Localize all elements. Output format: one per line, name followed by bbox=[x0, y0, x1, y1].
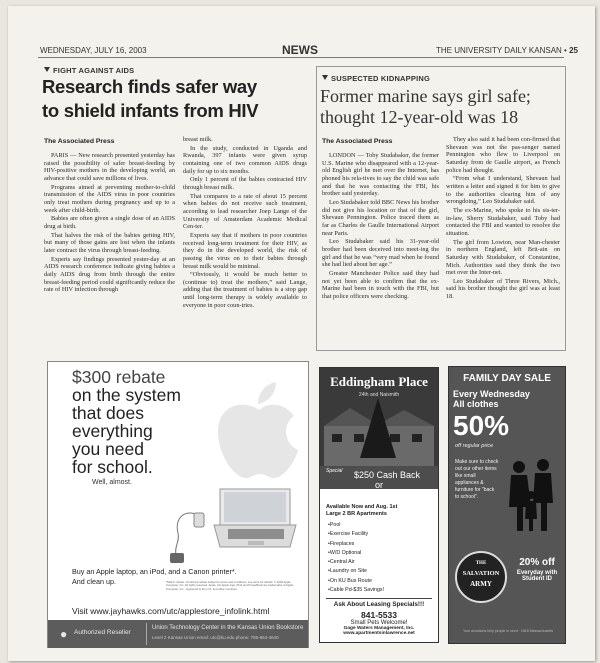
article2-byline: The Associated Press bbox=[322, 138, 393, 145]
article1-headline: Research finds safer way to shield infants from HIV bbox=[42, 76, 259, 121]
paragraph: Leo Studabaker of Three Rivers, Mich., said his brother thought the girl was at least 18. bbox=[446, 277, 560, 301]
sale-details: Every Wednesday All clothes bbox=[453, 389, 530, 409]
paragraph: Only 1 percent of the babies contracted HIV through breast milk. bbox=[183, 176, 307, 191]
amenity-item: •W/D Optional bbox=[328, 549, 362, 556]
back-to-school-note: Make sure to check out our other items like small appliances & furniture for "back to school". bbox=[455, 459, 499, 500]
paragraph: breast milk. bbox=[183, 136, 213, 143]
amenity-item: •Pool bbox=[328, 522, 341, 528]
paragraph: Programs aimed at preventing mother-to-child transmission of the AIDS virus in poor countries only treat mothers during pregnancy and up to a week after child-birth. bbox=[44, 183, 175, 214]
leasing-contact: Ask About Leasing Specials!!! 841-5533 Small Pets Welcome! Gage Waters Management, Inc. www.apartmentsinlawrence.net bbox=[320, 601, 438, 636]
family-day-sale-advertisement[interactable] bbox=[448, 366, 566, 644]
paragraph: Experts say that if mothers in poor countries received long-term treatment for their HIV, as they do in the developed world, the risk of passing the virus on to their babies through breast milk would be minimal. bbox=[183, 231, 307, 270]
bullet-icon: • bbox=[328, 531, 330, 538]
eddingham-address: 24th and Naismith bbox=[358, 392, 400, 398]
apple-ad-fine-print: *Mail-in rebate. Combined rebate subject to terms and conditions; see store for details. © 2003 Apple Computer, Inc. All rights reserved. Apple, the Apple logo, iPod and PowerBook are trademarks of Apple Computer, Inc., registered in the U.S. and other countries. bbox=[166, 580, 294, 591]
article2-headline: Former marine says girl safe; thought 12-year-old was 18 bbox=[320, 86, 531, 127]
special-offer: $250 Cash Back or $99 Security Deposit bbox=[337, 470, 421, 499]
amenity-item: •On KU Bus Route bbox=[328, 577, 372, 584]
sale-percent: 50% bbox=[453, 410, 510, 441]
store-name: Union Technology Center in the Kansas Union Bookstore bbox=[152, 625, 304, 631]
salvation-army-shield-icon: THE SALVATION ARMY bbox=[455, 551, 507, 603]
eddingham-place-advertisement[interactable] bbox=[319, 367, 439, 643]
availability: Available Now and Aug. 1st Large 2 BR Apartments bbox=[326, 504, 398, 517]
paragraph: They also said it had been con-firmed that Shevaun was not the pas-senger named Pennington who flew to Liverpool on Saturday from de Gaulle airport, as French police had thought. bbox=[446, 136, 560, 174]
apple-ad-footer-bar bbox=[48, 620, 308, 648]
store-contact: Level 2 Kansas Union email: utc@ku.edu phone: 785-864-4640 bbox=[152, 635, 279, 640]
amenity-item: •Exercise Facility bbox=[328, 531, 369, 538]
ad-divider bbox=[326, 598, 432, 599]
apple-logo-icon bbox=[210, 380, 302, 480]
paragraph: LONDON — Toby Studabaker, the former U.S. Marine who disappeared with a 12-year-old English girl he met over the Internet, has phoned his rela-tives to say the child was safe and that he was contacting the FBI, his brother said yesterday. bbox=[322, 152, 439, 198]
student-discount: 20% off Everyday with Student ID bbox=[516, 557, 558, 582]
page-number: 25 bbox=[569, 46, 578, 55]
paragraph: “From what I understand, Shevaun had written a letter and signed it for him to give to the authorities clearing him of any wrongdoing,” Leo Studabaker said. bbox=[446, 175, 560, 206]
family-ad-footer: Your donations help people in need · 1818 Massachusetts bbox=[463, 629, 553, 633]
authorized-reseller: Authorized Reseller bbox=[74, 629, 131, 636]
bullet-icon: • bbox=[328, 540, 330, 547]
bullet-icon: • bbox=[328, 549, 330, 556]
issue-date: WEDNESDAY, JULY 16, 2003 bbox=[40, 46, 147, 55]
paragraph: In the study, conducted in Uganda and Rwanda, 397 infants were given syrup containing one of two common AIDS drugs daily for up to six months. bbox=[183, 144, 307, 175]
paragraph: The ex-Marine, who spoke to his sis-ter-in-law, Sherry Studabaker, said Toby had contacted the FBI and wanted to resolve the situation. bbox=[446, 206, 560, 237]
paragraph: Babies are often given a single dose of an AIDS drug at birth. bbox=[44, 215, 175, 230]
ipod-icon bbox=[168, 507, 208, 567]
article1-column-1 bbox=[44, 152, 175, 295]
footer-divider bbox=[146, 623, 147, 645]
bullet-icon: • bbox=[328, 559, 330, 566]
apple-ad-headline: $300 rebate on the system that does everything you need for school. bbox=[72, 367, 181, 477]
eddingham-website: www.apartmentsinlawrence.net bbox=[343, 631, 415, 636]
family-silhouette-icon bbox=[503, 457, 563, 537]
article2-kicker: SUSPECTED KIDNAPPING bbox=[322, 74, 430, 83]
special-label: Special bbox=[326, 468, 343, 474]
sale-off-regular: off regular price bbox=[455, 443, 494, 449]
apple-advertisement[interactable] bbox=[47, 361, 309, 648]
paragraph: The girl from Lowton, near Man-chester in northern England, left Brit-ain on Saturday with Studabaker, of Constantine, Mich. Authorities said they think the two met over the Inter-net. bbox=[446, 238, 560, 277]
paragraph: That compares to a rate of about 15 percent when babies do not receive such treatment, according to lead researcher Joep Lange of the University of Amsterdam Academic Medical Cen-ter. bbox=[183, 192, 307, 231]
section-name: NEWS bbox=[282, 43, 318, 57]
amenity-item: •Fireplaces bbox=[328, 540, 355, 547]
phone-number: 841-5533 bbox=[361, 610, 397, 620]
apple-ad-url[interactable]: Visit www.jayhawks.com/utc/applestore_infolink.html bbox=[72, 606, 270, 616]
triangle-icon bbox=[44, 67, 50, 72]
eddingham-title: Eddingham Place bbox=[330, 374, 428, 389]
paragraph: PARIS — New research presented yesterday has raised the possibility of safer breast-feeding by HIV-positive mothers in the developing world, an advance that could save millions of lives. bbox=[44, 152, 175, 182]
amenity-item: •Cable Pd-$35 Savings! bbox=[328, 587, 385, 594]
paragraph: Experts say findings presented yester-day at an AIDS research conference indicate giving babies a daily AIDS drug from birth through the entire breast-feeding period could significantly reduce the rate of HIV infection through bbox=[44, 255, 175, 294]
paper-name: THE UNIVERSITY DAILY KANSAN • 25 bbox=[436, 46, 578, 55]
newspaper-page bbox=[8, 6, 595, 661]
bullet-icon: • bbox=[328, 577, 330, 584]
paragraph: “Obviously, it would be much better to (continue to) treat the mothers,” said Lange, adding that the treatment of babies is a stop gap until long-term therapy is widely available to everyone in poor coun-tries. bbox=[183, 271, 307, 309]
triangle-icon bbox=[322, 75, 328, 80]
paragraph: Leo Studabaker told BBC News his brother did not give his location or that of the girl, Shevaun Pennington. Police traced them as far as Charles de Gaulle International Airport near Paris. bbox=[322, 198, 439, 237]
apple-ad-tagline: Well, almost. bbox=[92, 479, 132, 486]
article1-column-2 bbox=[183, 136, 307, 310]
paragraph: That halves the risk of the babies getting HIV, but many of those gains are lost when the infants later contract the virus through breast-feeding. bbox=[44, 231, 175, 254]
amenity-item: •Central Air bbox=[328, 559, 355, 566]
paragraph: Greater Manchester Police said they had not yet been able to confirm that the ex-Marine had been in touch with the FBI, but that police officers were checking. bbox=[322, 269, 439, 300]
amenity-item: •Laundry on Site bbox=[328, 568, 367, 575]
article1-byline: The Associated Press bbox=[44, 138, 115, 145]
amenities-list bbox=[328, 521, 436, 595]
apple-ad-offer: Buy an Apple laptop, an iPod, and a Canon printer*. And clean up. bbox=[72, 567, 237, 586]
bullet-icon: • bbox=[328, 568, 330, 575]
family-sale-title: FAMILY DAY SALE bbox=[463, 373, 551, 384]
article2-column-1 bbox=[322, 152, 439, 301]
header-rule bbox=[38, 57, 564, 58]
article1-kicker: FIGHT AGAINST AIDS bbox=[44, 66, 134, 75]
paragraph: Leo Studabaker said his 31-year-old brother had been deceived into meet-ing the girl and that he was “very mad when he found she had lied about her age.” bbox=[322, 238, 439, 269]
article2-column-2 bbox=[446, 136, 560, 302]
bullet-icon: • bbox=[328, 522, 330, 528]
bullet-icon: • bbox=[328, 587, 330, 594]
apple-small-icon: ● bbox=[60, 627, 68, 641]
